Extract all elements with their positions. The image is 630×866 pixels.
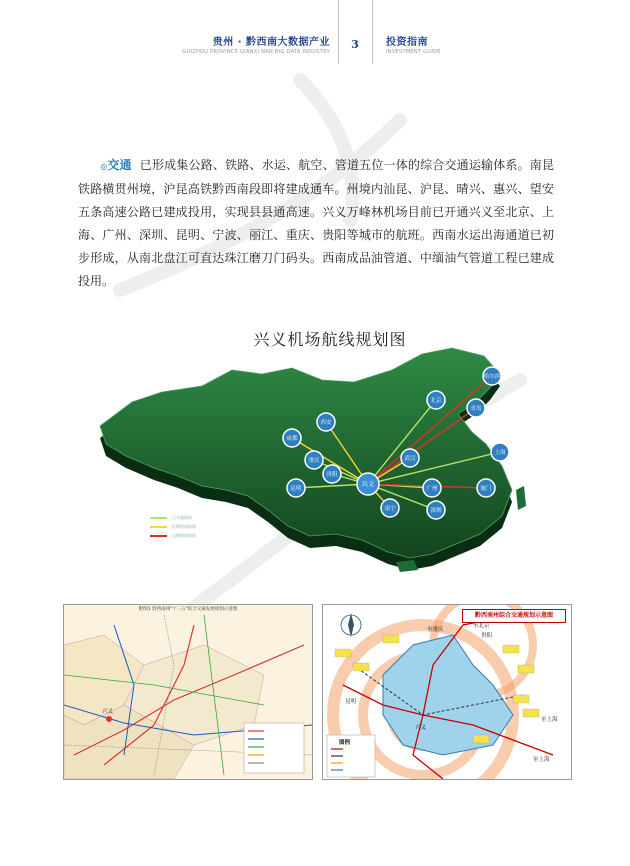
city-label: 重庆 <box>308 458 320 465</box>
header-title: 贵州 · 黔西南大数据产业 <box>212 37 330 48</box>
taiwan-island <box>516 486 526 510</box>
right-map-legend-title: 图例 <box>339 740 351 746</box>
right-map-label: 兴义 <box>415 725 427 731</box>
right-map-label: 至上海 <box>541 717 558 723</box>
city-node <box>483 367 501 385</box>
city-label: 北京 <box>430 398 442 405</box>
paragraph-body: 南昆铁路横贯州境，沪昆高铁黔西南段即将建成通车。州境内汕昆、沪昆、晴兴、惠兴、望安五条高速公路已建成投用，实现县县通高速。兴义万峰林机场目前已开通兴义至北京、上海、广州、深圳、昆明、宁波、丽江、重庆、贵阳等城市的航班。西南水运出海通道已初步形成，从南北盘江可直达珠江磨刀门码头。西南成品油管道、中缅油气管道工程已建成投用。 <box>78 158 554 288</box>
right-map-label: 至重庆 <box>427 627 444 633</box>
right-map-title: 黔西南州综合交通规划示意图 <box>462 609 566 623</box>
city-label: 成都 <box>286 436 298 443</box>
city-label: 青岛 <box>470 406 482 413</box>
city-label: 深圳 <box>430 508 442 515</box>
legend-far: 远期规划航线 <box>150 531 196 540</box>
left-map-title: 附图1 黔西南州"十三五"综合交通发展规划示意图 <box>138 607 238 612</box>
city-label: 哈尔滨 <box>483 374 501 381</box>
left-transport-map <box>63 604 313 780</box>
right-map-label: 至北京 <box>473 623 490 629</box>
header-divider <box>338 0 339 64</box>
city-node <box>317 413 335 431</box>
city-label: 兴义 <box>361 480 375 489</box>
legend-near: 近期规划航线 <box>150 522 196 531</box>
section-title: 投资指南 <box>386 37 428 48</box>
section-subtitle: INVESTMENT GUIDE <box>386 49 441 55</box>
paragraph-line1: 已形成集公路、铁路、水运、航空、管道五位一体的综合交通运输体系。 <box>139 158 530 172</box>
city-label: 厦门 <box>480 486 492 493</box>
transport-paragraph <box>78 154 554 293</box>
city-node <box>477 479 495 497</box>
right-map-label: 昆明 <box>345 699 357 705</box>
city-label: 武汉 <box>404 456 416 463</box>
right-map-label: 至上海 <box>533 757 550 763</box>
right-map-graphic <box>323 605 571 779</box>
legend-open: 已开通航线 <box>150 513 196 522</box>
city-node <box>305 451 323 469</box>
route-legend <box>150 513 196 540</box>
hub-node <box>357 473 379 495</box>
city-node <box>423 479 441 497</box>
city-node <box>287 479 305 497</box>
city-node <box>467 399 485 417</box>
bullet-icon: ◎ <box>100 162 108 171</box>
city-node <box>283 429 301 447</box>
hainan-island <box>396 560 418 572</box>
city-label: 昆明 <box>290 486 302 493</box>
city-node <box>491 443 509 461</box>
city-node <box>323 465 341 483</box>
city-node <box>427 501 445 519</box>
page-header <box>0 0 630 70</box>
city-node <box>427 391 445 409</box>
left-map-label: 兴义 <box>102 709 114 715</box>
page-number: 3 <box>351 38 359 51</box>
city-label: 上海 <box>494 450 506 457</box>
header-divider <box>372 0 373 64</box>
city-label: 贵阳 <box>326 472 338 479</box>
right-map-label: 贵阳 <box>481 633 493 639</box>
city-label: 广州 <box>426 486 438 493</box>
city-label: 南宁 <box>384 506 396 513</box>
city-node <box>381 499 399 517</box>
route-map-title: 兴义机场航线规划图 <box>253 330 407 349</box>
left-map-graphic <box>64 605 312 779</box>
header-subtitle: GUIZHOU PROVINCE QIANXI NAN BIG DATA INDUSTRY <box>182 49 330 55</box>
city-node <box>401 449 419 467</box>
city-label: 西安 <box>320 420 332 427</box>
right-transport-map <box>322 604 572 780</box>
paragraph-lead: 交通 <box>107 158 132 172</box>
compass-icon <box>341 613 361 637</box>
